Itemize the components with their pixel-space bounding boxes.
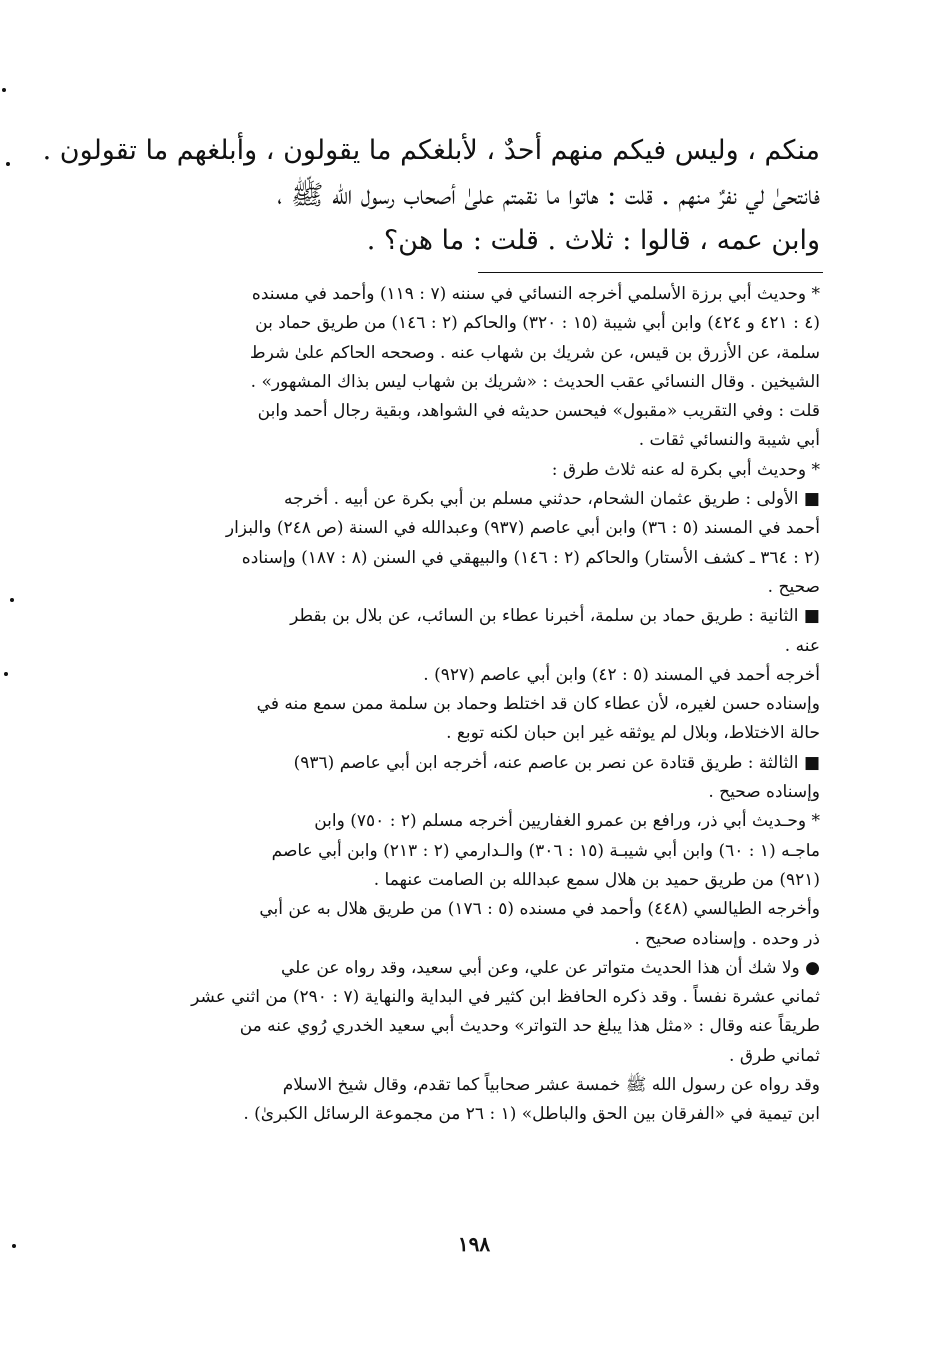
scan-speck — [12, 1244, 16, 1248]
footnote-line: * وحديث أبي برزة الأسلمي أخرجه النسائي في سننه (٧ : ١١٩) وأحمد في مسنده — [251, 284, 820, 304]
scan-speck — [4, 672, 8, 676]
footnote-line: * وحديث أبي بكرة له عنه ثلاث طرق : — [551, 459, 820, 480]
footnote-line: أبي شيبة والنسائي ثقات . — [638, 430, 820, 451]
footnote-line: * وحـديث أبي ذر، ورافع بن عمرو الغفاريين أخرجه مسلم (٢ : ٧٥٠) وابن — [314, 811, 820, 832]
footnote-line: (٢ : ٣٦٤ ـ كشف الأستار) والحاكم (٢ : ١٤٦) والبيهقي في السنن (٨ : ١٨٧) وإسناده — [241, 547, 820, 568]
footnote-line: حالة الاختلاط، وبلال لم يوثقه غير ابن حبان لكنه توبع . — [446, 723, 820, 744]
footnote-line: أخرجه أحمد في المسند (٥ : ٤٢) وابن أبي عاصم (٩٢٧) . — [423, 664, 820, 685]
footnote-line: وقد رواه عن رسول الله ﷺ خمسة عشر صحابياً كما تقدم، وقال شيخ الاسلام — [282, 1075, 820, 1096]
footnote-line: صحيح . — [767, 576, 820, 597]
scan-speck — [10, 598, 14, 602]
footnote-line: طريقاً عنه وقال : «مثل هذا يبلغ حد التواتر» وحديث أبي سعيد الخدري رُوي عنه من — [239, 1016, 820, 1037]
footnote-line: ■ الثانية : طريق حماد بن سلمة، أخبرنا عطاء بن السائب، عن بلال بن بقطر — [290, 606, 820, 627]
footnote-line: ماجـه (١ : ٦٠) وابن أبي شيبـة (١٥ : ٣٠٦) والـدارمي (٢ : ٢١٣) وابن أبي عاصم — [271, 840, 820, 861]
main-text-line: منكم ، وليس فيكم منهم أحدٌ ، لأبلغكم ما يقولون ، وأبلغهم ما تقولون . — [42, 135, 820, 166]
footnote-line: وإسناده صحيح . — [708, 782, 820, 803]
footnote-line: ذر وحده . وإسناده صحيح . — [634, 928, 820, 949]
footnote-line: سلمة، عن الأزرق بن قيس، عن شريك بن شهاب عنه . وصححه الحاكم علىٰ شرط — [249, 342, 820, 363]
main-text-line: وابن عمه ، قالوا : ثلاث . قلت : ما هن؟ . — [366, 225, 820, 256]
footnote-line: ■ الثالثة : طريق قتادة عن نصر بن عاصم عنه، أخرجه ابن أبي عاصم (٩٣٦) — [293, 752, 820, 773]
footnote-line: ● ولا شك أن هذا الحديث متواتر عن علي، وعن أبي سعيد، وقد رواه عن علي — [280, 957, 820, 978]
footnote-line: عنه . — [784, 635, 820, 656]
scan-speck — [2, 88, 6, 92]
footnote-line: ثماني عشرة نفساً . وقد ذكره الحافظ ابن كثير في البداية والنهاية (٧ : ٢٩٠) من اثني عشر — [191, 987, 820, 1008]
footnote-line: ابن تيمية في «الفرقان بين الحق والباطل» (١ : ٢٦ من مجموعة الرسائل الكبرىٰ) . — [243, 1104, 820, 1125]
footnote-line: (٩٢١) من طريق حميد بن هلال سمع عبدالله بن الصامت عنهما . — [373, 869, 820, 890]
main-body-text — [42, 128, 820, 263]
footnote-line: قلت : وفي التقريب «مقبول» فيحسن حديثه في الشواهد، وبقية رجال أحمد وابن — [257, 401, 820, 422]
page-number: ١٩٨ — [457, 1232, 491, 1256]
main-text-line: فانتحىٰ لي نفرٌ منهم . قلت : هاتوا ما نقمتم علىٰ أصحاب رسول الله ﷺ ، — [277, 180, 820, 211]
footnote-line: (٤ : ٤٢١ و ٤٢٤) وابن أبي شيبة (١٥ : ٣٢٠) والحاكم (٢ : ١٤٦) من طريق حماد بن — [255, 313, 820, 334]
footnote-line: وأخرجه الطيالسي (٤٤٨) وأحمد في مسنده (٥ : ١٧٦) من طريق هلال به عن أبي — [259, 899, 820, 920]
footnotes-block — [120, 280, 820, 1130]
footnote-line: الشيخين . وقال النسائي عقب الحديث : «شريك بن شهاب ليس بذاك المشهور» . — [250, 371, 820, 392]
footnote-line: ■ الأولى : طريق عثمان الشحام، حدثني مسلم بن أبي بكرة عن أبيه . أخرجه — [283, 489, 820, 510]
scan-speck — [6, 162, 10, 166]
footnote-line: وإسناده حسن لغيره، لأن عطاء كان قد اختلط وحماد بن سلمة ممن سمع منه في — [256, 694, 820, 715]
footnote-line: أحمد في المسند (٥ : ٣٦) وابن أبي عاصم (٩٣٧) وعبدالله في السنة (ص ٢٤٨) والبزار — [225, 518, 820, 539]
footnote-line: ثماني طرق . — [729, 1045, 820, 1066]
footnote-separator-line — [478, 272, 823, 273]
